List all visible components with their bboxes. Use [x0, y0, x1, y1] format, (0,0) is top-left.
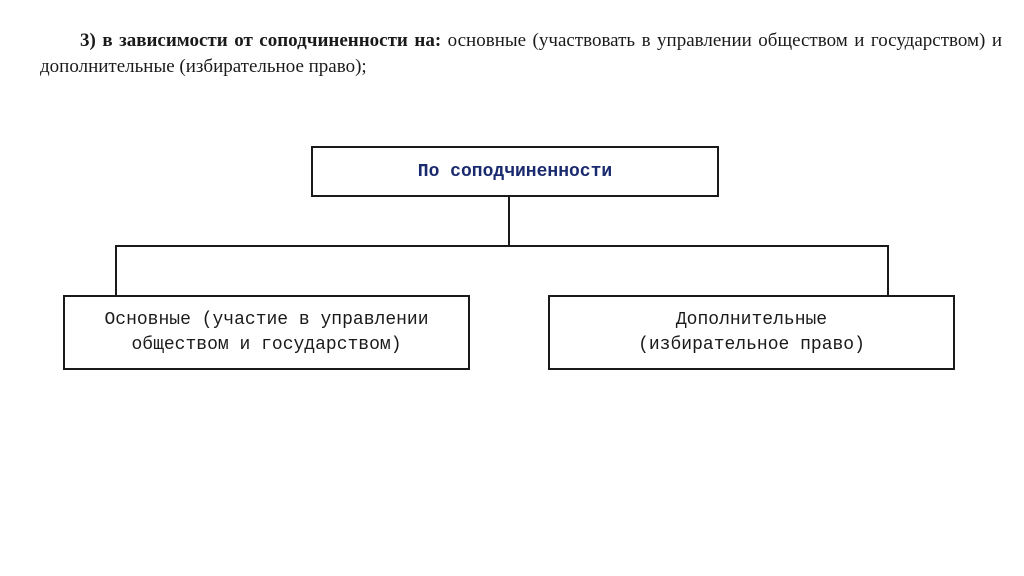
basic-label-line1: Основные (участие в управлении	[104, 309, 429, 330]
paragraph-text: основные (участвовать в управлении обществом и государством) и дополнительные (избирательное право);	[40, 30, 1002, 77]
diagram-root-label: По соподчиненности	[417, 161, 613, 182]
connector-root-vertical	[508, 197, 510, 246]
body-paragraph	[40, 28, 1002, 80]
additional-label-line2: (избирательное право)	[638, 334, 865, 355]
connector-horizontal	[115, 245, 889, 247]
additional-label-line1: Дополнительные	[675, 309, 828, 330]
paragraph-lead: 3) в зависимости от соподчиненности на:	[80, 30, 442, 51]
diagram-root-box	[311, 146, 719, 197]
diagram-box-additional	[548, 295, 955, 370]
diagram-box-basic	[63, 295, 470, 370]
connector-right-vertical	[887, 245, 889, 295]
basic-label-line2: обществом и государством)	[131, 334, 402, 355]
connector-left-vertical	[115, 245, 117, 295]
